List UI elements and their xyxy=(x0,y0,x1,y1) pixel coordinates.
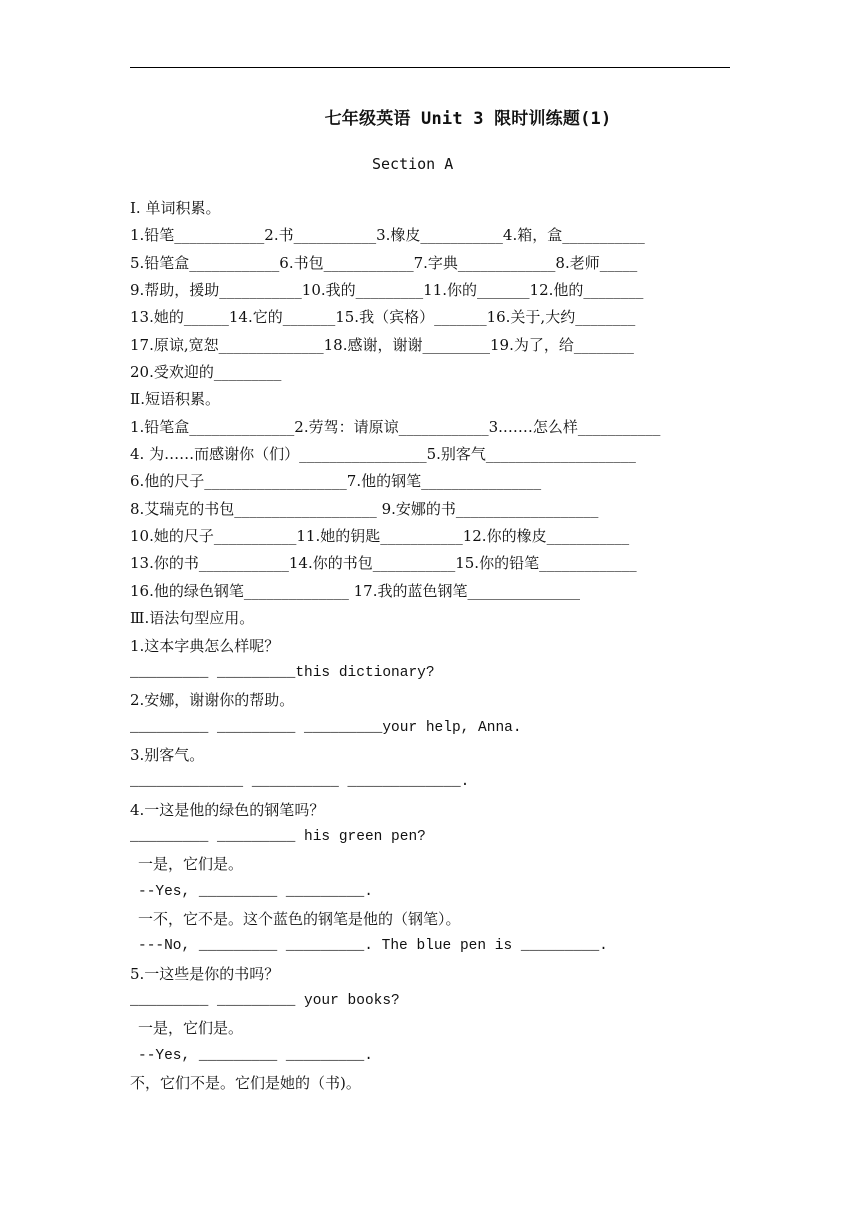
line-07: 20.受欢迎的_________ xyxy=(130,363,282,382)
line-12: 8.艾瑞克的书包___________________ 9.安娜的书___________________ xyxy=(130,499,599,518)
line-18: _________ _________this dictionary? xyxy=(130,664,435,681)
line-33: 不，它们不是。它们是她的（书)。 xyxy=(130,1074,361,1092)
header-rule xyxy=(130,67,730,68)
section-heading: Section A xyxy=(372,155,454,173)
line-24: _________ _________ his green pen? xyxy=(130,828,426,845)
line-08: Ⅱ.短语积累。 xyxy=(130,390,220,409)
line-13: 10.她的尺子___________11.她的钥匙___________12.你的橡皮___________ xyxy=(130,527,630,546)
line-03: 5.铅笔盒____________6.书包____________7.字典_____________8.老师_____ xyxy=(130,253,638,272)
line-30: _________ _________ your books? xyxy=(130,992,400,1009)
line-31: 一是，它们是。 xyxy=(138,1019,244,1038)
line-17: 1.这本字典怎么样呢？ xyxy=(130,636,280,655)
line-20: _________ _________ _________your help, Anna. xyxy=(130,719,522,736)
line-28: ---No, _________ _________. The blue pen is _________. xyxy=(138,938,608,955)
page-title: 七年级英语 Unit 3 限时训练题(1) xyxy=(324,109,612,129)
line-11: 6.他的尺子___________________7.他的钢笔________________ xyxy=(130,472,542,491)
line-06: 17.原谅,宽恕______________18.感谢，谢谢_________19.为了，给________ xyxy=(130,335,634,354)
line-04: 9.帮助，援助___________10.我的_________11.你的_______12.他的________ xyxy=(130,281,644,300)
line-29: 5.一这些是你的书吗？ xyxy=(130,964,280,983)
line-19: 2.安娜，谢谢你的帮助。 xyxy=(130,691,295,710)
line-01: I. 单词积累。 xyxy=(130,199,221,217)
line-25: 一是，它们是。 xyxy=(138,855,244,874)
line-02: 1.铅笔____________2.书___________3.橡皮___________4.箱，盒___________ xyxy=(130,226,645,245)
line-27: 一不，它不是。这个蓝色的钢笔是他的（钢笔）。 xyxy=(138,909,461,928)
line-16: Ⅲ.语法句型应用。 xyxy=(130,609,255,628)
line-22: _____________ __________ _____________. xyxy=(130,774,470,791)
line-15: 16.他的绿色钢笔______________ 17.我的蓝色钢笔_______________ xyxy=(130,581,580,600)
worksheet-body xyxy=(130,195,730,1097)
line-26: --Yes, _________ _________. xyxy=(138,883,373,900)
line-14: 13.你的书____________14.你的书包___________15.你的铅笔_____________ xyxy=(130,554,637,573)
line-10: 4. 为……而感谢你（们）_________________5.别客气____________________ xyxy=(130,445,636,464)
line-05: 13.她的______14.它的_______15.我（宾格）_______16.关于,大约________ xyxy=(130,308,636,327)
line-23: 4.一这是他的绿色的钢笔吗？ xyxy=(130,800,325,819)
line-32: --Yes, _________ _________. xyxy=(138,1047,373,1064)
line-21: 3.别客气。 xyxy=(130,745,205,764)
line-09: 1.铅笔盒______________2.劳驾：请原谅____________3.……怎么样___________ xyxy=(130,417,661,436)
